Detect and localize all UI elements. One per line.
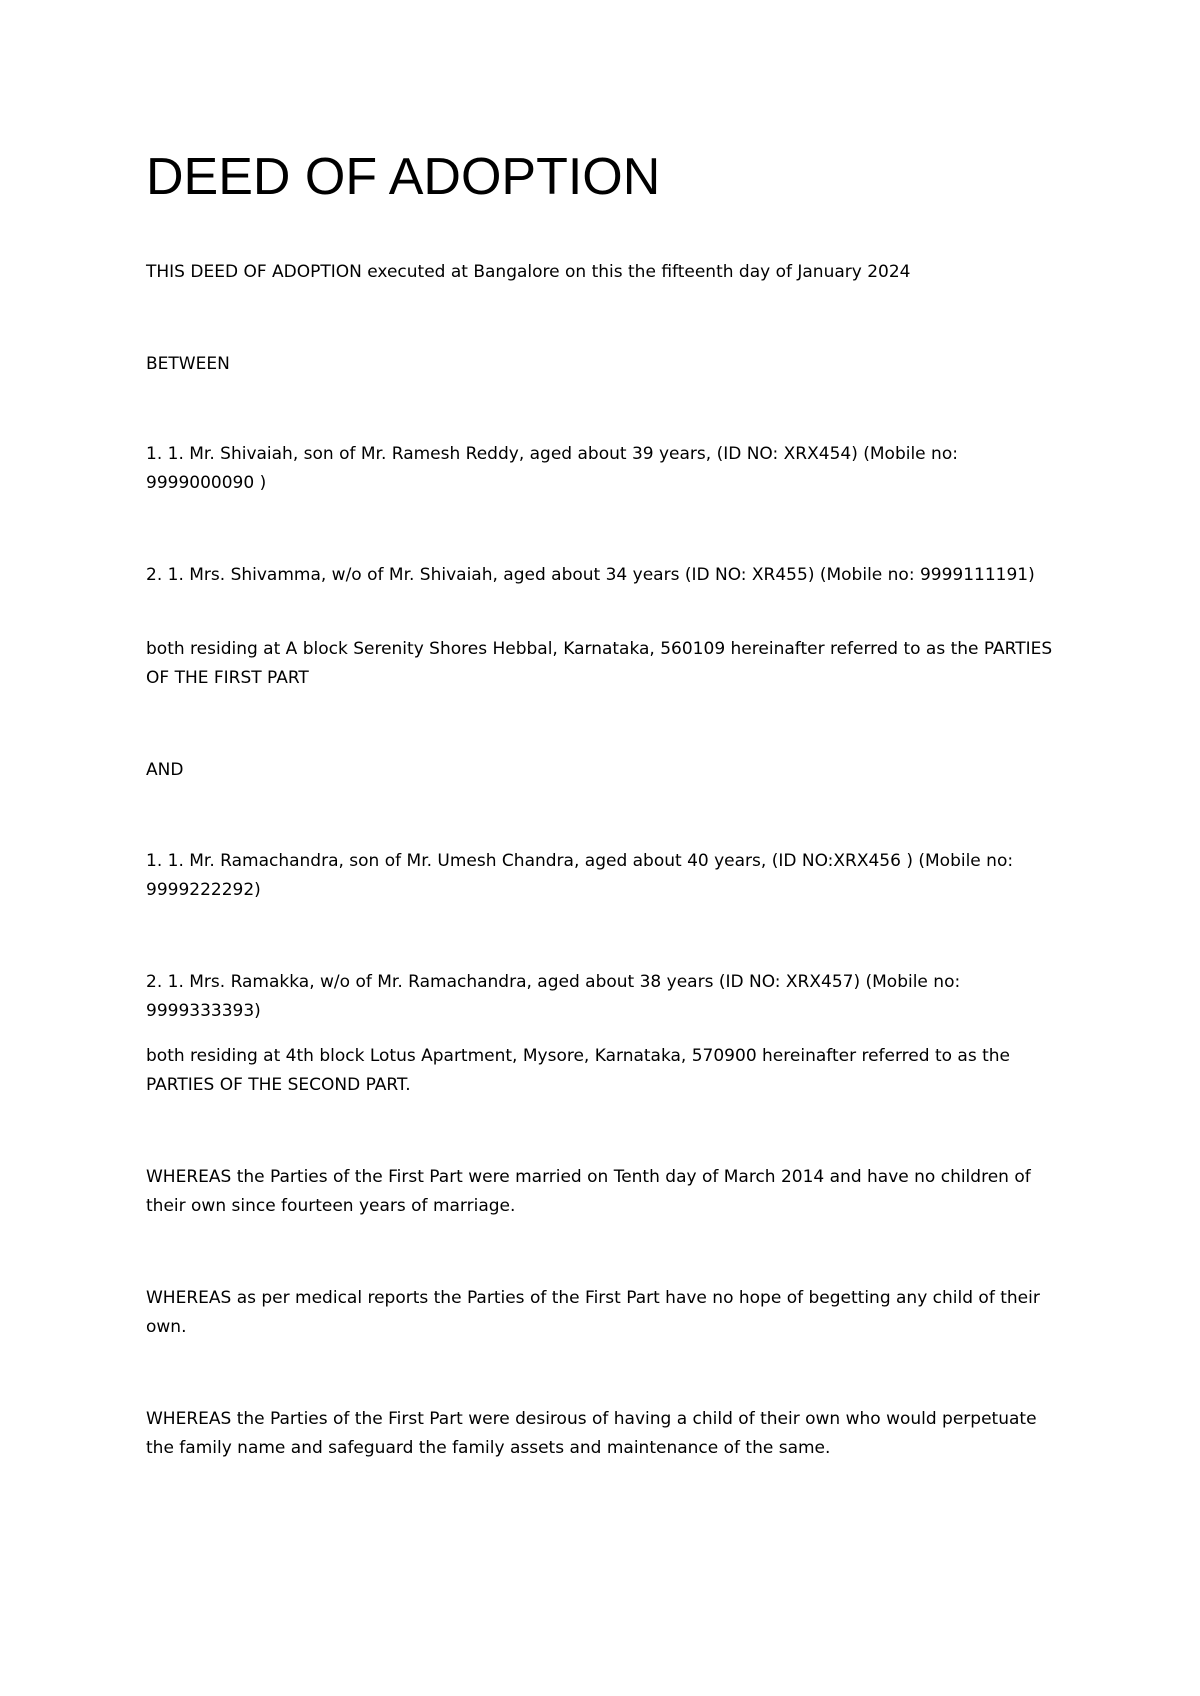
first-part-party-2: 2. 1. Mrs. Shivamma, w/o of Mr. Shivaiah, aged about 34 years (ID NO: XR455) (Mobile no: 9999111191) <box>146 565 1035 585</box>
second-part-party-1: 1. 1. Mr. Ramachandra, son of Mr. Umesh Chandra, aged about 40 years, (ID NO:XRX456 ) (Mobile no: 9999222292) <box>146 851 1014 900</box>
opening-paragraph: THIS DEED OF ADOPTION executed at Bangalore on this the fifteenth day of January 2024 <box>146 262 911 282</box>
and-label: AND <box>146 760 184 780</box>
whereas-clause-3: WHEREAS the Parties of the First Part were desirous of having a child of their own who would perpetuate the family name and safeguard the family assets and maintenance of the same. <box>146 1409 1037 1458</box>
whereas-clause-1: WHEREAS the Parties of the First Part were married on Tenth day of March 2014 and have no children of their own since fourteen years of marriage. <box>146 1167 1031 1216</box>
first-part-residence: both residing at A block Serenity Shores Hebbal, Karnataka, 560109 hereinafter referred to as the PARTIES OF THE FIRST PART <box>146 639 1053 688</box>
document-title: DEED OF ADOPTION <box>146 148 661 206</box>
second-part-party-2: 2. 1. Mrs. Ramakka, w/o of Mr. Ramachandra, aged about 38 years (ID NO: XRX457) (Mobile no: 9999333393) <box>146 972 961 1021</box>
between-label: BETWEEN <box>146 354 230 374</box>
first-part-party-1: 1. 1. Mr. Shivaiah, son of Mr. Ramesh Reddy, aged about 39 years, (ID NO: XRX454) (Mobile no: 9999000090 ) <box>146 444 958 493</box>
whereas-clause-2: WHEREAS as per medical reports the Parties of the First Part have no hope of begetting any child of their own. <box>146 1288 1040 1337</box>
second-part-residence: both residing at 4th block Lotus Apartment, Mysore, Karnataka, 570900 hereinafter referred to as the PARTIES OF THE SECOND PART. <box>146 1046 1010 1095</box>
